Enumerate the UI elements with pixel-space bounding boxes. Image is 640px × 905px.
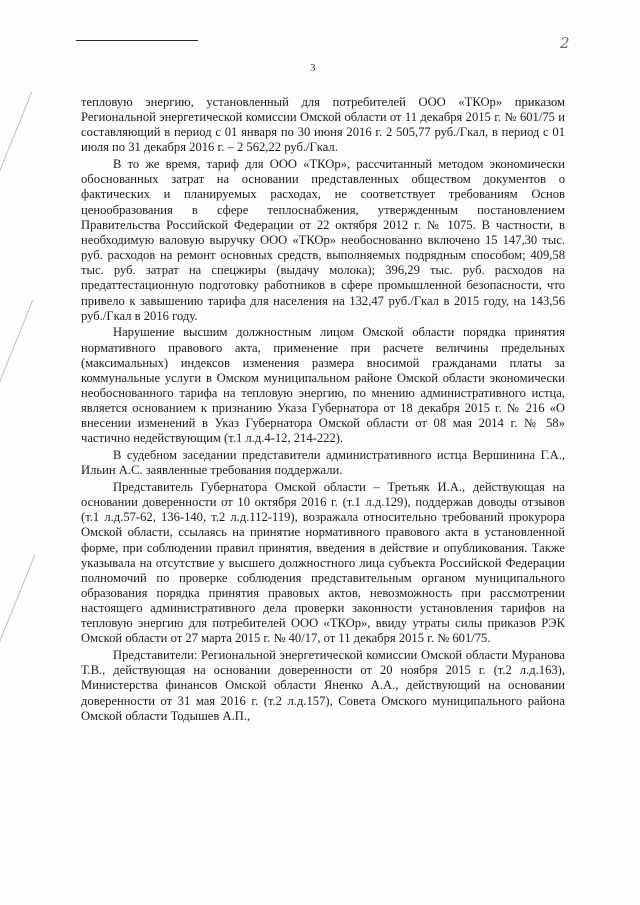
paragraph-violation: Нарушение высшим должностным лицом Омской области порядка принятия нормативного правового акта, применение при расчете величины предельных (максимальных) индексов изменения размера вносимой гражданами платы за коммунальные услуги в Омском муниципальном районе Омской области экономически необоснованного тарифа на тепловую энергию, по мнению административного истца, является основанием к признанию Указа Губернатора от 18 декабря 2015 г. № 216 «О внесении изменений в Указ Губернатора Омской области от 08 мая 2014 г. № 58» частично недействующим (т.1 л.д.4-12, 214-222). <box>81 325 565 446</box>
paragraph-court-session: В судебном заседании представители административного истца Вершинина Г.А., Ильин А.С. заявленные требования поддержали. <box>81 448 565 478</box>
document-body <box>81 95 565 725</box>
margin-stamp-shadow <box>0 92 54 187</box>
paragraph-representatives: Представители: Региональной энергетической комиссии Омской области Муранова Т.В., действующая на основании доверенности от 20 ноября 2015 г. (т.2 л.д.163), Министерства финансов Омской области Яненко А.А., действующий на основании доверенности от 31 мая 2016 г. (т.2 л.д.157), Совета Омского муниципального района Омской области Тодышев А.П., <box>81 648 565 723</box>
paragraph-governor-representative: Представитель Губернатора Омской области – Третьяк И.А., действующая на основании доверенности от 10 октября 2016 г. (т.1 л.д.129), поддержав доводы отзывов (т.1 л.д.57-62, 136-140, т.2 л.д.112-119), возражала относительно требований прокурора Омской области, ссылаясь на принятие нормативного правового акта в установленной форме, при соблюдении правил принятия, введения в действие и опубликования. Также указывала на отсутствие у высшего должностного лица субъекта Российской Федерации полномочий по проверке соблюдения представительным органом муниципального образования порядка принятия правовых актов, невозможность при рассмотрении настоящего административного дела проверки законности установления тарифов на тепловую энергию для потребителей ООО «ТКОр», ввиду утраты силы приказов РЭК Омской области от 27 марта 2015 г. № 40/17, от 11 декабря 2015 г. № 601/75. <box>81 479 565 646</box>
handwritten-page-mark: 2 <box>560 34 570 52</box>
margin-stamp-shadow <box>0 300 55 400</box>
page-number: 3 <box>310 62 316 74</box>
header-rule <box>76 40 198 41</box>
paragraph-tariff-continuation: тепловую энергию, установленный для потребителей ООО «ТКОр» приказом Региональной энергетической комиссии Омской области от 11 декабря 2015 г. № 601/75 и составляющий в период с 01 января по 30 июня 2016 г. 2 505,77 руб./Гкал, в период с 01 июля по 31 декабря 2016 г. – 2 562,22 руб./Гкал. <box>81 95 565 155</box>
paragraph-tariff-calculation: В то же время, тариф для ООО «ТКОр», рассчитанный методом экономически обоснованных затрат на основании представленных обществом документов о фактических и планируемых расходах, не соответствует требованиям Основ ценообразования в сфере теплоснабжения, утвержденным постановлением Правительства Российской Федерации от 22 октября 2012 г. № 1075. В частности, в необходимую валовую выручку ООО «ТКОр» необоснованно включено 15 147,30 тыс. руб. расходов на ремонт основных средств, выполняемых подрядным способом; 409,58 тыс. руб. затрат на спецжиры (выдачу молока); 396,29 тыс. руб. расходов на предаттестационную подготовку работников в сфере промышленной безопасности, что привело к завышению тарифа для населения на 132,47 руб./Гкал в 2015 году, на 143,56 руб./Гкал в 2016 году. <box>81 157 565 323</box>
margin-stamp-shadow <box>0 555 57 665</box>
